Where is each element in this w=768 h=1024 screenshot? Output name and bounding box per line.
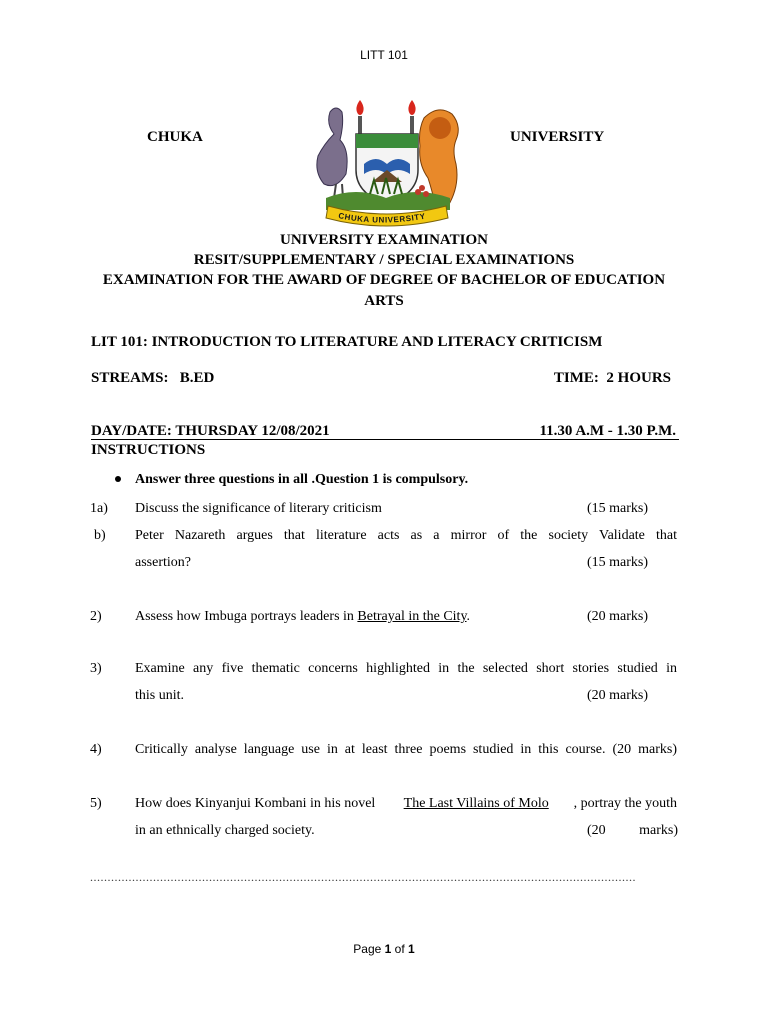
question-text: Discuss the significance of literary criticism xyxy=(135,501,382,516)
question-text-line-2: in an ethnically charged society. xyxy=(135,823,315,838)
question-number: 5) xyxy=(90,796,102,811)
title-line-1: UNIVERSITY EXAMINATION xyxy=(280,232,488,248)
question-text: Assess how Imbuga portrays leaders in Betrayal in the City. xyxy=(135,609,471,624)
instruction-text: Answer three questions in all .Question 1 is compulsory. xyxy=(135,472,469,487)
institution-name-left: CHUKA xyxy=(147,129,203,145)
university-crest-logo xyxy=(306,94,466,228)
title-line-2: RESIT/SUPPLEMENTARY / SPECIAL EXAMINATIONS xyxy=(193,252,575,268)
bullet-icon xyxy=(115,476,121,482)
question-text-line-2: this unit. xyxy=(135,688,185,703)
exam-hours: 11.30 A.M - 1.30 P.M. xyxy=(539,423,676,439)
question-text-line-1: Peter Nazareth argues that literature acts as a mirror of the society Validate that xyxy=(135,528,677,543)
question-text-line-1: How does Kinyanjui Kombani in his novel The Last Villains of Molo , portray the youth xyxy=(135,790,677,817)
total-pages-number: 1 xyxy=(408,942,415,956)
question-number: b) xyxy=(94,528,106,543)
date-row xyxy=(91,423,676,440)
end-separator: ............................................................................................................................................................ xyxy=(90,870,636,884)
time-label: TIME: 2 HOURS xyxy=(553,370,671,386)
logo-banner-text: CHUKA UNIVERSITY xyxy=(337,211,427,225)
streams-time-row xyxy=(91,370,676,387)
question-number: 1a) xyxy=(90,501,108,516)
instructions-heading: INSTRUCTIONS xyxy=(91,442,206,458)
title-line-4: ARTS xyxy=(364,293,404,309)
question-text-line-2: assertion? xyxy=(135,555,191,570)
title-line-3: EXAMINATION FOR THE AWARD OF DEGREE OF BACHELOR OF EDUCATION xyxy=(102,272,666,288)
streams-label: STREAMS: B.ED xyxy=(91,370,215,386)
question-marks: (20 marks) xyxy=(587,823,678,838)
question-marks: (20 marks) xyxy=(587,609,649,624)
book-title: Betrayal in the City xyxy=(357,609,467,624)
question-number: 4) xyxy=(90,742,102,757)
question-marks: (20 marks) xyxy=(587,688,649,703)
header-divider xyxy=(91,439,679,440)
header-course-code: LITT 101 xyxy=(360,48,408,62)
question-text: Critically analyse language use in at least three poems studied in this course. (20 marks) xyxy=(135,742,677,757)
institution-name-right: UNIVERSITY xyxy=(510,129,605,145)
question-number: 2) xyxy=(90,609,102,624)
instruction-bullet-item xyxy=(115,472,468,488)
question-number: 3) xyxy=(90,661,102,676)
current-page-number: 1 xyxy=(384,942,392,956)
novel-title: The Last Villains of Molo xyxy=(403,796,549,811)
day-date: DAY/DATE: THURSDAY 12/08/2021 xyxy=(91,423,330,439)
question-marks: (15 marks) xyxy=(587,501,649,516)
course-title: LIT 101: INTRODUCTION TO LITERATURE AND LITERACY CRITICISM xyxy=(91,334,603,350)
page-footer: Page 1 of 1 xyxy=(353,942,415,956)
question-marks: (15 marks) xyxy=(587,555,649,570)
question-text-line-1: Examine any five thematic concerns highlighted in the selected short stories studied in xyxy=(135,661,677,676)
